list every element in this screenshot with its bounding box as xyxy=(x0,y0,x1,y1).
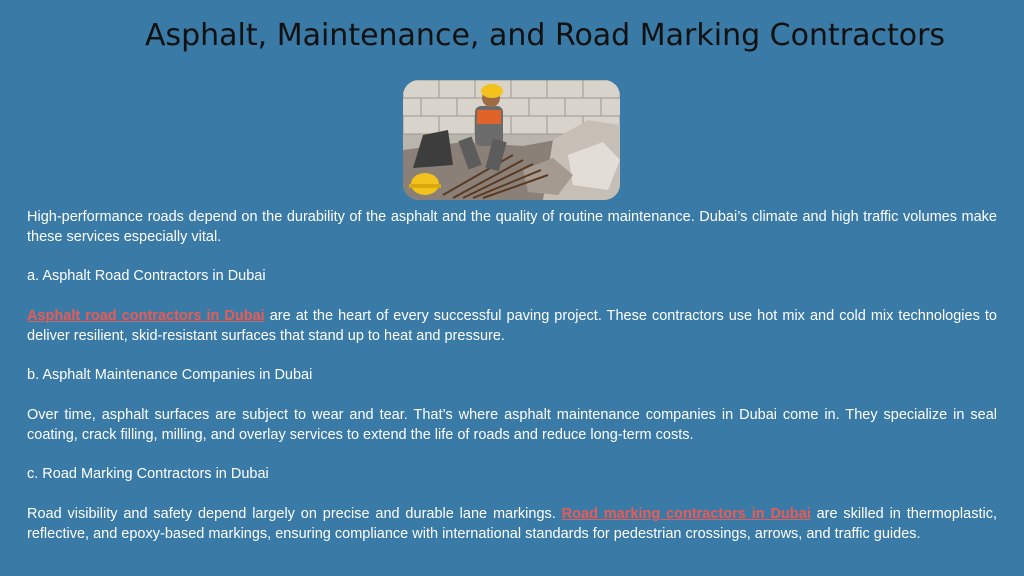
section-a-paragraph xyxy=(27,307,997,347)
article-body xyxy=(27,208,997,545)
section-c-heading: c. Road Marking Contractors in Dubai xyxy=(27,466,269,483)
intro-paragraph: High-performance roads depend on the durability of the asphalt and the quality of routine maintenance. Dubai’s climate and high traffic volumes make these services especially vital. xyxy=(27,209,997,245)
construction-worker-photo xyxy=(403,80,620,200)
section-c-paragraph xyxy=(27,505,997,545)
section-a-heading: a. Asphalt Road Contractors in Dubai xyxy=(27,268,266,285)
construction-worker-image xyxy=(403,80,620,200)
section-b-paragraph: Over time, asphalt surfaces are subject to wear and tear. That’s where asphalt maintenance companies in Dubai come in. They specialize in seal coating, crack filling, milling, and overlay services to extend the life of roads and reduce long-term costs. xyxy=(27,406,997,443)
asphalt-road-contractors-link[interactable]: Asphalt road contractors in Dubai xyxy=(27,307,265,324)
road-marking-contractors-link[interactable]: Road marking contractors in Dubai xyxy=(561,505,811,522)
section-c-text-after: are skilled in thermoplastic, reflective, and epoxy-based markings, ensuring compliance with international standards for pedestrian crossings, arrows, and traffic guides. xyxy=(27,505,997,542)
section-b-heading: b. Asphalt Maintenance Companies in Dubai xyxy=(27,367,313,384)
section-a-text: are at the heart of every successful paving project. These contractors use hot mix and cold mix technologies to deliver resilient, skid-resistant surfaces that stand up to heat and pressure. xyxy=(27,307,997,344)
page-title: Asphalt, Maintenance, and Road Marking Contractors xyxy=(144,18,946,53)
section-c-text-before: Road visibility and safety depend largely on precise and durable lane markings. xyxy=(27,505,562,522)
